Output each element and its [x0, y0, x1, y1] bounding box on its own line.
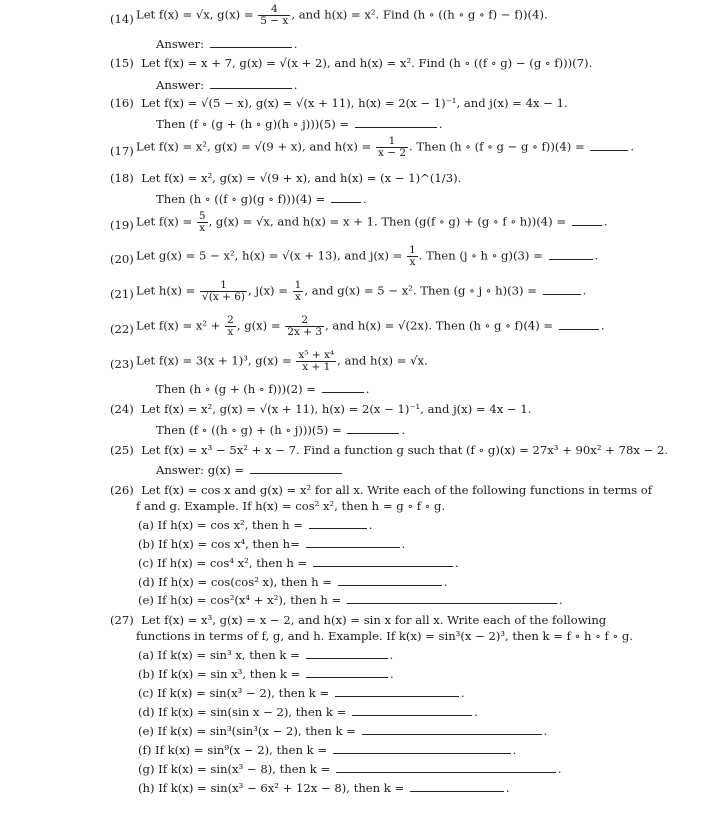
answer-blank[interactable]: [590, 140, 628, 151]
problem-19-text: Let f(x) = $\frac{5}{x}$ , g(x) = √x, and h(x) = x + 1. Then (g(f ∘ g) + (g ∘ f ∘ h))(4) = .: [136, 210, 608, 235]
problem-26-item-a: (a) If h(x) = cos x², then h = .: [138, 518, 373, 532]
answer-blank[interactable]: [572, 215, 602, 226]
problem-20-number: (20): [110, 252, 134, 266]
answer-blank[interactable]: [322, 382, 364, 393]
problem-26-example: f and g. Example. If h(x) = cos² x², then h = g ∘ f ∘ g.: [136, 499, 446, 513]
problem-27-item-f: (f) If k(x) = sin⁹(x − 2), then k = .: [138, 743, 517, 757]
problem-23-then: Then (h ∘ (g + (h ∘ f)))(2) = .: [156, 382, 370, 396]
answer-blank[interactable]: [355, 117, 437, 128]
problem-27-example: functions in terms of f, g, and h. Example. If k(x) = sin³(x − 2)³, then k = f ∘ h ∘ f ∘ g.: [136, 629, 633, 643]
answer-blank[interactable]: [559, 319, 599, 330]
problem-26-item-e: (e) If h(x) = cos²(x⁴ + x²), then h = .: [138, 593, 563, 607]
problem-23-text: Let f(x) = 3(x + 1)³, g(x) = $\frac{\text{x⁵ + x⁴}}{x + 1}$ , and h(x) = √x.: [136, 349, 428, 374]
problem-14-answer: Answer: .: [156, 37, 298, 51]
problem-27-intro: (27) Let f(x) = x³, g(x) = x − 2, and h(x) = sin x for all x. Write each of the following: [110, 613, 607, 627]
problem-20-text: Let g(x) = 5 − x², h(x) = √(x + 13), and j(x) = $\frac{1}{x}$ . Then (j ∘ h ∘ g)(3) = .: [136, 244, 599, 269]
problem-24-text: (24) Let f(x) = x², g(x) = √(x + 11), h(x) = 2(x − 1)⁻¹, and j(x) = 4x − 1.: [110, 402, 532, 416]
problem-27-item-e: (e) If k(x) = sin³(sin³(x − 2), then k = .: [138, 724, 548, 738]
problem-22-number: (22): [110, 322, 134, 336]
problem-22-text: Let f(x) = x² + $\frac{2}{x}$ , g(x) = $\frac{2}{2x + 3}$ , and h(x) = √(2x). Then (h ∘ g ∘ f)(4) = .: [136, 314, 605, 339]
problem-27-item-c: (c) If k(x) = sin(x³ − 2), then k = .: [138, 686, 465, 700]
answer-blank[interactable]: [331, 192, 361, 203]
problem-18-then: Then (h ∘ ((f ∘ g)(g ∘ f)))(4) = .: [156, 192, 367, 206]
problem-16-text: (16) Let f(x) = √(5 − x), g(x) = √(x + 11), h(x) = 2(x − 1)⁻¹, and j(x) = 4x − 1.: [110, 96, 568, 110]
problem-19-number: (19): [110, 218, 134, 232]
answer-blank[interactable]: [549, 249, 593, 260]
problem-16-then: Then (f ∘ (g + (h ∘ g)(h ∘ j)))(5) = .: [156, 117, 443, 131]
problem-15-text: (15) Let f(x) = x + 7, g(x) = √(x + 2), and h(x) = x². Find (h ∘ ((f ∘ g) − (g ∘ f)))(7).: [110, 56, 593, 70]
problem-14-fraction: $\frac{4}{5 - x}$: [260, 3, 289, 28]
answer-blank[interactable]: [210, 37, 292, 48]
problem-27-item-d: (d) If k(x) = sin(sin x − 2), then k = .: [138, 705, 478, 719]
answer-blank[interactable]: [210, 78, 292, 89]
problem-27-item-a: (a) If k(x) = sin³ x, then k = .: [138, 648, 394, 662]
problem-14-text: Let f(x) = √x, g(x) = $\frac{4}{5 - x}$ , and h(x) = x². Find (h ∘ ((h ∘ g ∘ f) − f))(4).: [136, 3, 548, 28]
problem-17-number: (17): [110, 144, 134, 158]
problem-24-then: Then (f ∘ ((h ∘ g) + (h ∘ j)))(5) = .: [156, 423, 406, 437]
problem-21-number: (21): [110, 287, 134, 301]
problem-17-text: Let f(x) = x², g(x) = √(9 + x), and h(x) = $\frac{1}{x - 2}$ . Then (h ∘ (f ∘ g − g ∘ f))(4) = .: [136, 135, 635, 160]
problem-14-number: (14): [110, 12, 134, 26]
problem-26-intro: (26) Let f(x) = cos x and g(x) = x² for all x. Write each of the following functions in terms of: [110, 483, 653, 497]
problem-15-answer: Answer: .: [156, 78, 298, 92]
problem-23-number: (23): [110, 357, 134, 371]
problem-18-text: (18) Let f(x) = x², g(x) = √(9 + x), and h(x) = (x − 1)^(1/3).: [110, 171, 462, 185]
problem-25-answer: Answer: g(x) =: [156, 463, 344, 477]
problem-21-text: Let h(x) = $\frac{1}{√(x + 6)}$ , j(x) = $\frac{1}{x}$ , and g(x) = 5 − x². Then (g ∘ j ∘ h)(3) = .: [136, 279, 587, 304]
problem-27-item-b: (b) If k(x) = sin x³, then k = .: [138, 667, 394, 681]
problem-27-item-h: (h) If k(x) = sin(x³ − 6x² + 12x − 8), then k = .: [138, 781, 510, 795]
answer-blank[interactable]: [347, 423, 399, 434]
problem-26-item-c: (c) If h(x) = cos⁴ x², then h = .: [138, 556, 459, 570]
problem-26-item-d: (d) If h(x) = cos(cos² x), then h = .: [138, 575, 448, 589]
problem-27-item-g: (g) If k(x) = sin(x³ − 8), then k = .: [138, 762, 562, 776]
answer-blank[interactable]: [250, 463, 342, 474]
problem-26-item-b: (b) If h(x) = cos x⁴, then h= .: [138, 537, 406, 551]
answer-blank[interactable]: [543, 284, 581, 295]
problem-25-text: (25) Let f(x) = x³ − 5x² + x − 7. Find a function g such that (f ∘ g)(x) = 27x³ + 90x² + 78x − 2.: [110, 443, 669, 457]
